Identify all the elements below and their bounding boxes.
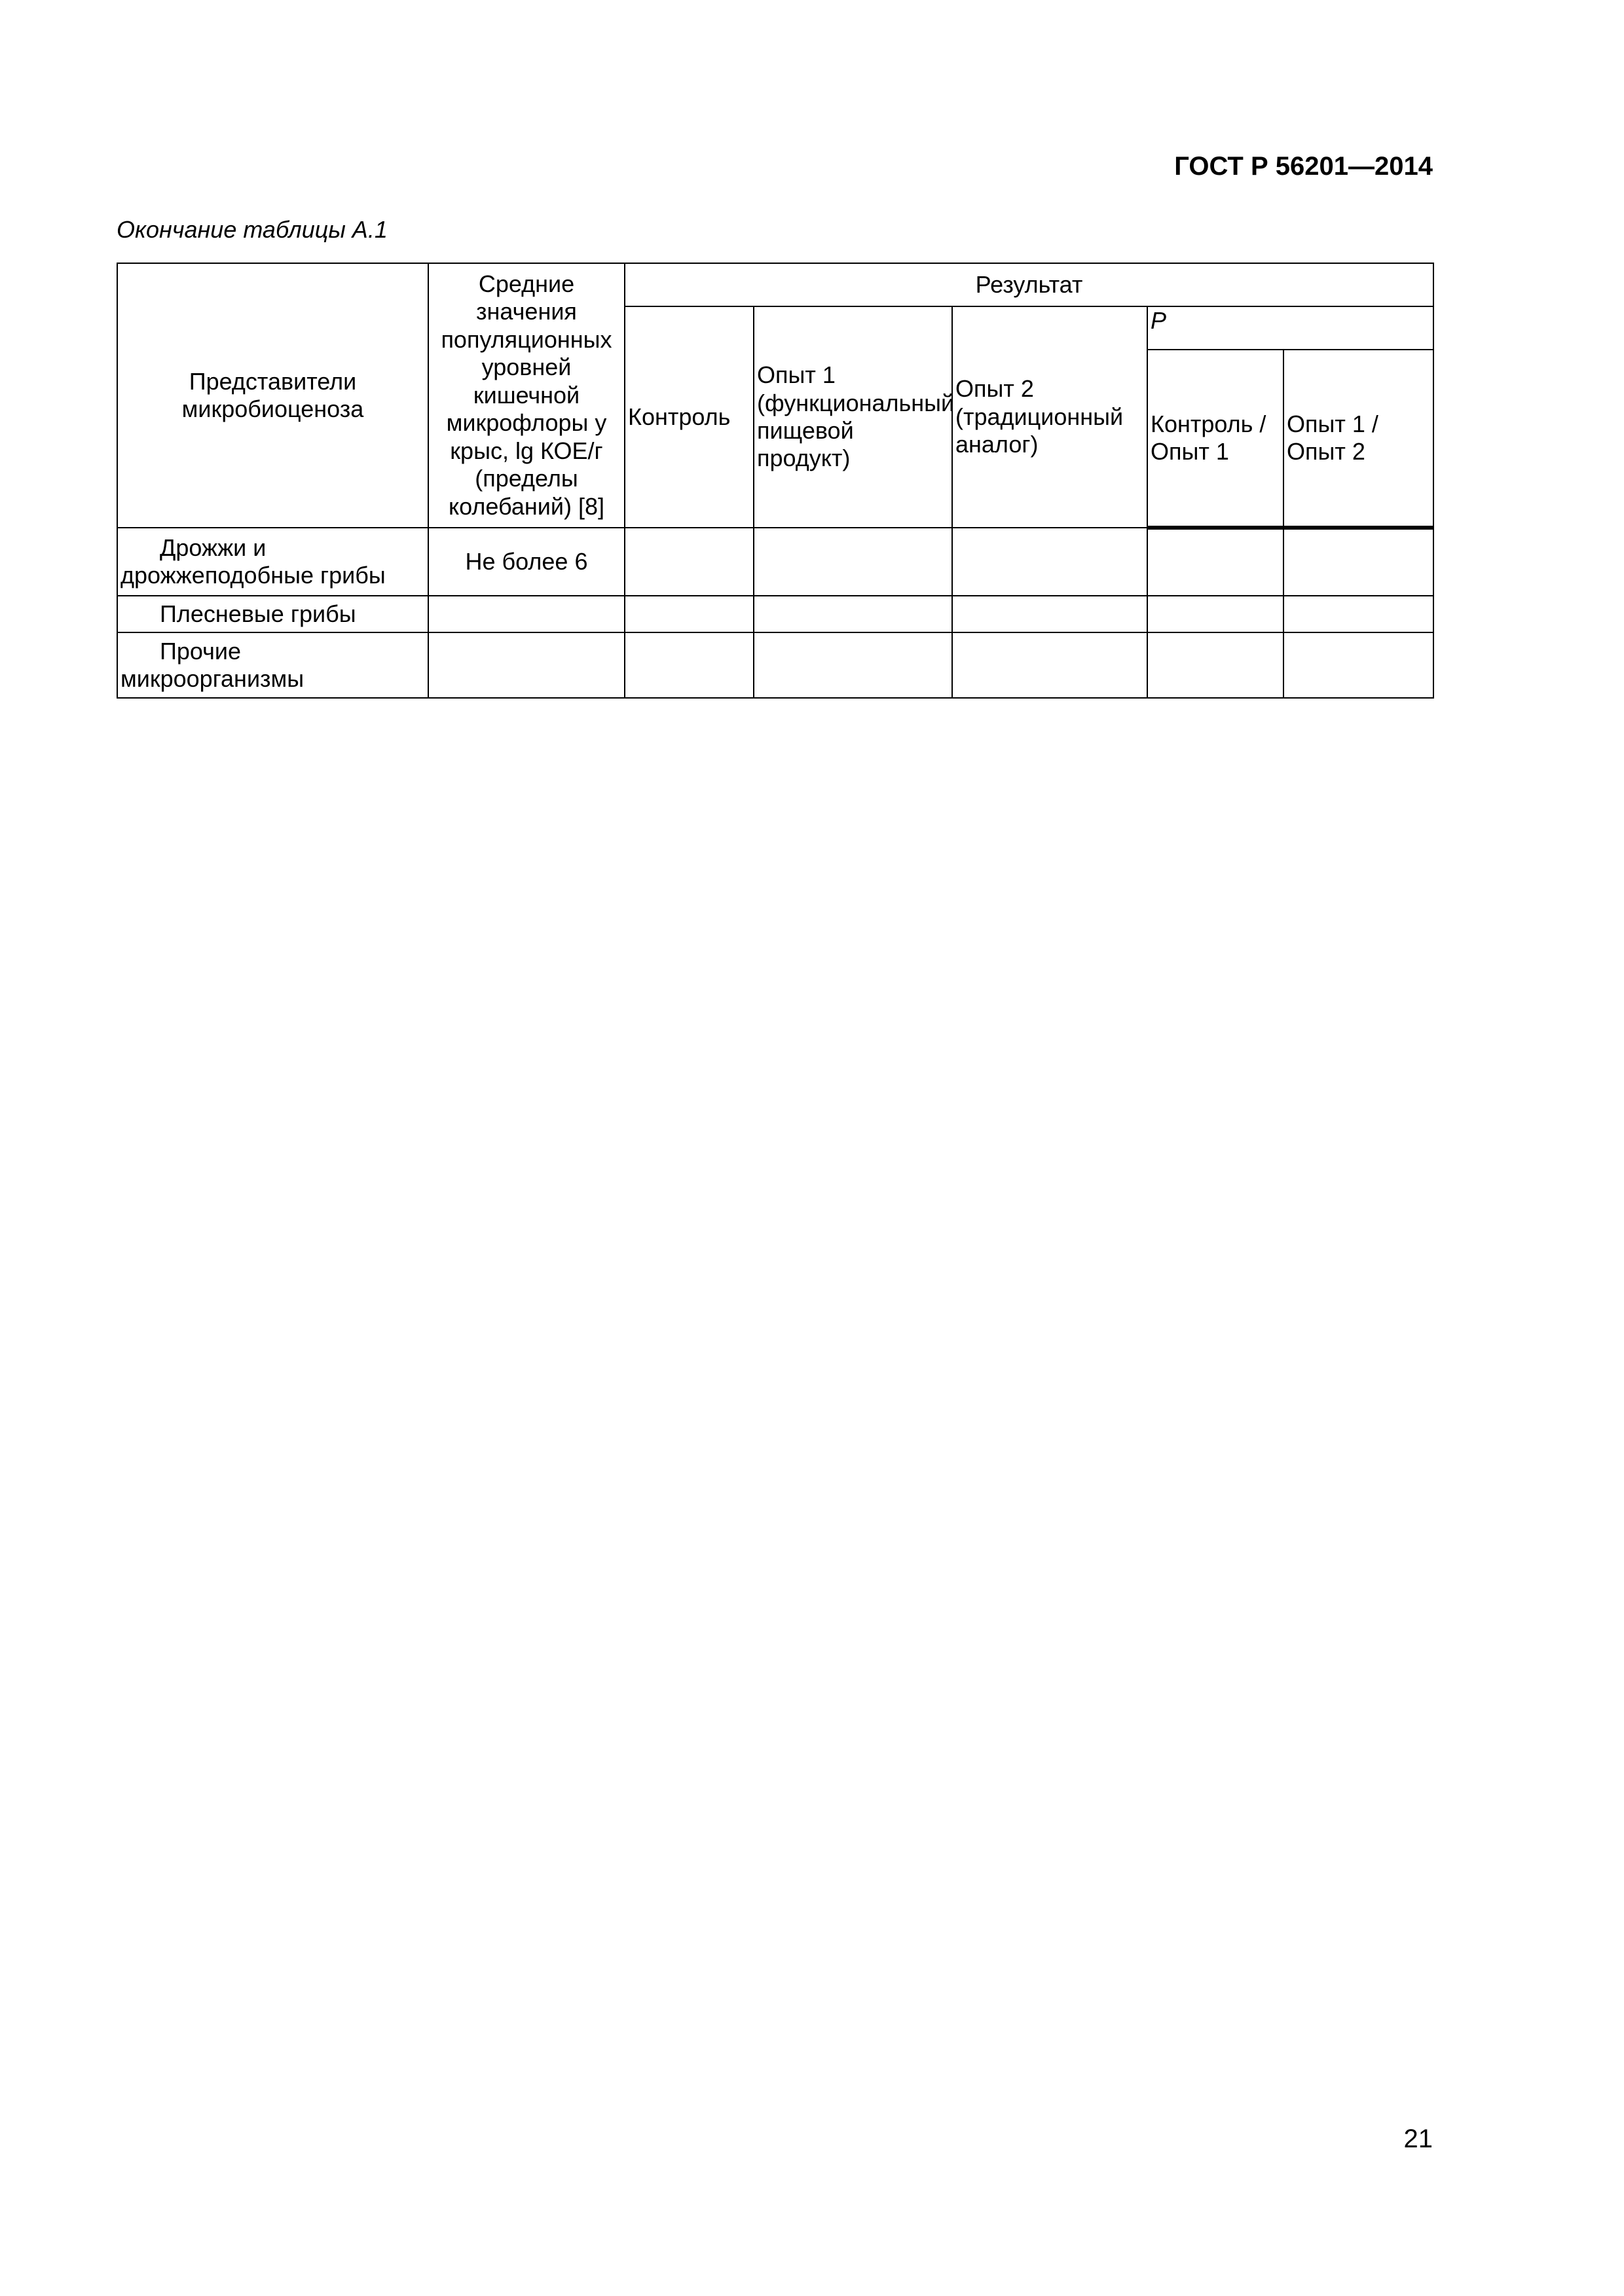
row-exp2: [952, 528, 1147, 596]
header-representatives: Представители микробиоценоза: [117, 263, 428, 528]
row-exp1: [754, 596, 952, 632]
header-result: Результат: [625, 263, 1433, 306]
header-p-value: P: [1147, 306, 1433, 350]
row-name: Дрожжи и дрожжеподобные грибы: [117, 528, 428, 596]
table-caption: Окончание таблицы А.1: [117, 216, 388, 243]
row-control: [625, 528, 754, 596]
header-control: Контроль: [625, 306, 754, 528]
row-mean: [428, 632, 625, 698]
document-header: ГОСТ Р 56201—2014: [1174, 152, 1433, 181]
row-p2: [1283, 528, 1433, 596]
row-exp2: [952, 632, 1147, 698]
row-mean: Не более 6: [428, 528, 625, 596]
table-row: [117, 596, 1433, 632]
row-control: [625, 632, 754, 698]
row-control: [625, 596, 754, 632]
header-exp1-vs-exp2: Опыт 1 / Опыт 2: [1283, 350, 1433, 528]
page-number: 21: [1403, 2124, 1433, 2153]
table-row: [117, 528, 1433, 596]
row-p2: [1283, 632, 1433, 698]
row-name: Плесневые грибы: [117, 596, 428, 632]
row-p2: [1283, 596, 1433, 632]
row-exp1: [754, 632, 952, 698]
row-exp2: [952, 596, 1147, 632]
header-control-vs-exp1: Контроль / Опыт 1: [1147, 350, 1283, 528]
table-row: [117, 632, 1433, 698]
header-mean-values: Средние значения популяционных уровней кишечной микрофлоры у крыс, lg КОЕ/г (пределы колебаний) [8]: [428, 263, 625, 528]
row-p1: [1147, 596, 1283, 632]
header-experiment-2: Опыт 2 (традиционный аналог): [952, 306, 1147, 528]
row-p1: [1147, 528, 1283, 596]
row-exp1: [754, 528, 952, 596]
row-p1: [1147, 632, 1283, 698]
row-mean: [428, 596, 625, 632]
row-name: Прочие микроорганизмы: [117, 632, 428, 698]
header-experiment-1: Опыт 1 (функциональный пищевой продукт): [754, 306, 952, 528]
data-table: [117, 263, 1434, 699]
